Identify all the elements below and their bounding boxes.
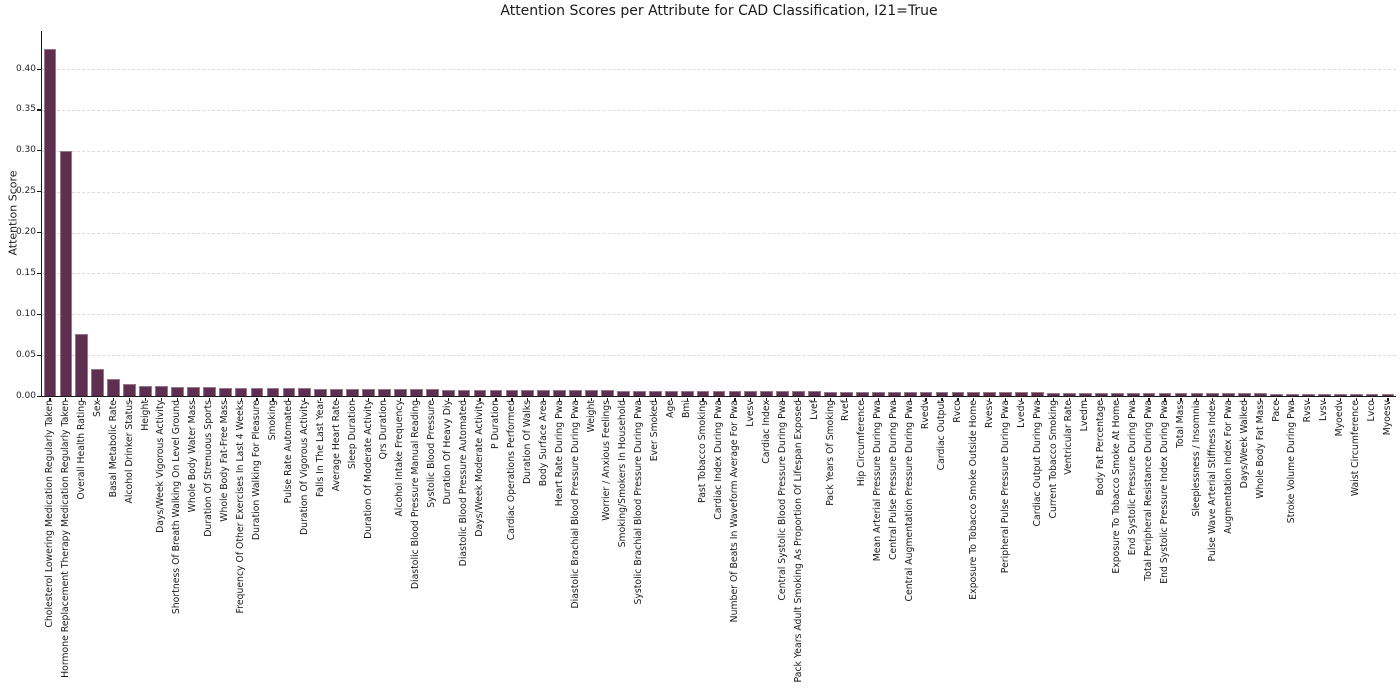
x-tick-label: Body Fat Percentage (1095, 400, 1107, 496)
y-gridline (42, 355, 1396, 356)
bar (362, 389, 375, 396)
x-tick-label: Duration Of Heavy Diy (442, 400, 454, 505)
y-gridline (42, 192, 1396, 193)
x-tick-label: Days/Week Walked (1238, 400, 1250, 489)
x-tick-label: Stroke Volume During Pwa (1286, 400, 1298, 524)
bar (314, 389, 327, 396)
x-tick-label: Whole Body Water Mass (187, 400, 199, 513)
x-tick-label: Lvesv (744, 400, 756, 427)
y-tick-label: 0.40 (15, 63, 36, 74)
bar (267, 388, 280, 396)
bar (394, 389, 407, 396)
x-tick-label: Alcohol Drinker Status (123, 400, 135, 504)
x-tick-label: Frequency Of Other Exercises In Last 4 Weeks (235, 400, 247, 614)
x-tick-label: Cholesterol Lowering Medication Regularly Taken (43, 400, 55, 628)
x-tick-label: Smoking (266, 400, 278, 441)
bar (75, 334, 88, 396)
bar (91, 369, 104, 396)
x-tick-label: Diastolic Blood Pressure Automated (458, 400, 470, 567)
x-tick-label: Pulse Rate Automated (282, 400, 294, 504)
bar (298, 388, 311, 396)
x-tick-label: Cardiac Index During Pwa (713, 400, 724, 520)
bar (60, 151, 73, 396)
bar (219, 388, 232, 396)
x-tick-label: End Systolic Pressure Index During Pwa (1159, 400, 1171, 584)
bar (378, 389, 391, 396)
x-tick-label: End Systolic Pressure During Pwa (1127, 400, 1139, 556)
x-tick-label: Sleeplessness / Insomnia (1190, 400, 1202, 517)
x-tick-label: Peripheral Pulse Pressure During Pwa (999, 400, 1011, 574)
x-tick-label: Body Surface Area (537, 400, 549, 487)
x-tick-label: Cardiac Operations Performed (505, 400, 517, 541)
y-gridline (42, 233, 1396, 234)
y-tick-label: 0.10 (15, 308, 36, 319)
bar (203, 387, 216, 396)
x-tick-label: Qrs Duration (378, 400, 390, 460)
y-gridline (42, 69, 1396, 70)
y-gridline (42, 151, 1396, 152)
x-tick-label: Days/Week Moderate Activity (474, 400, 486, 537)
bar (346, 389, 359, 396)
x-axis-spine (41, 396, 1396, 397)
x-tick-label: Pulse Wave Arterial Stiffness Index (1206, 400, 1218, 562)
x-tick-label: Sleep Duration (346, 400, 358, 470)
x-tick-label: Rvco (951, 400, 963, 423)
x-tick-label: Age (665, 400, 677, 418)
x-tick-label: Myoesv (1382, 400, 1394, 436)
x-tick-label: Central Augmentation Pressure During Pwa (904, 400, 916, 602)
x-tick-label: Days/Week Vigorous Activity (155, 400, 167, 533)
x-tick-label: Lvedv (1015, 400, 1027, 428)
x-tick-label: Rvesv (983, 400, 995, 429)
x-tick-label: Systolic Brachial Blood Pressure During Pwa (633, 400, 645, 605)
x-tick-label: Bmi (681, 400, 693, 419)
x-tick-label: Sex (91, 400, 103, 417)
bar (235, 388, 248, 396)
x-tick-label: Rvef (840, 400, 852, 421)
y-gridline (42, 273, 1396, 274)
bar (187, 387, 200, 396)
x-tick-label: Weight (585, 400, 597, 433)
x-tick-label: Lvsv (1318, 400, 1330, 422)
x-tick-label: Basal Metabolic Rate (107, 400, 119, 498)
y-tick-label: 0.30 (15, 145, 36, 156)
x-tick-label: Diastolic Brachial Blood Pressure During Pwa (569, 400, 581, 609)
bar (155, 386, 168, 396)
x-tick-label: Waist Circumference (1350, 400, 1362, 497)
y-tick-label: 0.35 (15, 104, 36, 115)
y-gridline (42, 314, 1396, 315)
chart-title: Attention Scores per Attribute for CAD Classification, I21=True (500, 3, 938, 19)
x-tick-label: Exposure To Tobacco Smoke At Home (1111, 400, 1123, 574)
x-tick-label: Mean Arterial Pressure During Pwa (872, 400, 884, 562)
x-tick-label: Heart Rate During Pwa (553, 400, 565, 507)
x-tick-label: Duration Walking For Pleasure (251, 400, 263, 541)
x-tick-label: Height (139, 400, 151, 431)
x-tick-label: Duration Of Moderate Activity (362, 400, 374, 539)
x-tick-label: Current Tobacco Smoking (1047, 400, 1059, 519)
y-tick-label: 0.15 (15, 267, 36, 278)
y-tick-label: 0.00 (15, 390, 36, 401)
x-tick-label: Hip Circumference (856, 400, 868, 487)
x-tick-label: Smoking/Smokers In Household (617, 400, 629, 548)
bar (330, 389, 343, 396)
x-tick-label: Myoedv (1334, 400, 1346, 437)
bar (426, 389, 439, 396)
x-tick-label: Overall Health Rating (75, 400, 87, 500)
bar (107, 379, 120, 396)
x-tick-label: Cardiac Index (760, 400, 772, 464)
y-tick-label: 0.20 (15, 227, 36, 237)
x-tick-label: Whole Body Fat-Free Mass (219, 400, 231, 522)
y-axis-label: Attention Score (6, 170, 20, 256)
x-tick-label: Central Systolic Blood Pressure During Pwa (776, 400, 788, 601)
bar (171, 387, 184, 396)
bar (139, 386, 152, 396)
x-tick-label: Duration Of Walks (521, 400, 533, 484)
x-tick-label: Ventricular Rate (1063, 400, 1075, 475)
x-tick-label: Cardiac Output (936, 400, 947, 471)
x-tick-label: Pack Years Adult Smoking As Proportion Of Lifespan Exposed (792, 400, 804, 683)
x-tick-label: Whole Body Fat Mass (1254, 400, 1266, 499)
x-tick-label: Total Peripheral Resistance During Pwa (1143, 400, 1155, 581)
y-tick-label: 0.25 (15, 186, 36, 197)
x-tick-label: Number Of Beats In Waveform Average For Pwa (728, 400, 740, 623)
x-tick-label: Pack Years Of Smoking (824, 400, 836, 506)
x-tick-label: Duration Of Vigorous Activity (298, 400, 310, 535)
x-tick-label: Shortness Of Breath Walking On Level Ground (171, 400, 183, 615)
x-tick-label: Augmentation Index For Pwa (1222, 400, 1234, 534)
bar (251, 388, 264, 396)
x-tick-label: Past Tobacco Smoking (697, 400, 709, 503)
bar (44, 49, 57, 396)
x-tick-label: Rvedv (920, 400, 932, 430)
x-tick-label: Rvsv (1302, 400, 1314, 423)
x-tick-label: Alcohol Intake Frequency (394, 400, 406, 517)
y-axis-spine (41, 31, 42, 396)
x-tick-label: Worrier / Anxious Feelings (601, 400, 613, 521)
x-tick-label: Lvef (808, 400, 820, 420)
x-tick-label: Falls In The Last Year (314, 400, 326, 497)
y-gridline (42, 110, 1396, 111)
x-tick-label: Central Pulse Pressure During Pwa (888, 400, 900, 561)
x-tick-label: Hormone Replacement Therapy Medication Regularly Taken (59, 400, 71, 678)
bar (410, 389, 423, 396)
x-tick-label: Lvedm (1079, 400, 1091, 432)
x-tick-label: Total Mass (1174, 400, 1186, 449)
bar (123, 384, 136, 396)
x-tick-label: Exposure To Tobacco Smoke Outside Home (967, 400, 979, 600)
x-tick-label: P Duration (489, 400, 501, 449)
x-tick-label: Ever Smoked (649, 400, 661, 462)
x-tick-label: Lvco (1366, 400, 1378, 422)
y-tick-label: 0.05 (15, 349, 36, 360)
x-tick-label: Pace (1270, 400, 1282, 422)
x-tick-label: Duration Of Strenuous Sports (203, 400, 215, 537)
x-tick-label: Cardiac Output During Pwa (1031, 400, 1043, 527)
x-tick-label: Systolic Blood Pressure (426, 400, 438, 508)
x-tick-label: Diastolic Blood Pressure Manual Reading (410, 400, 422, 590)
x-tick-label: Average Heart Rate (330, 400, 342, 492)
bar (283, 388, 296, 396)
